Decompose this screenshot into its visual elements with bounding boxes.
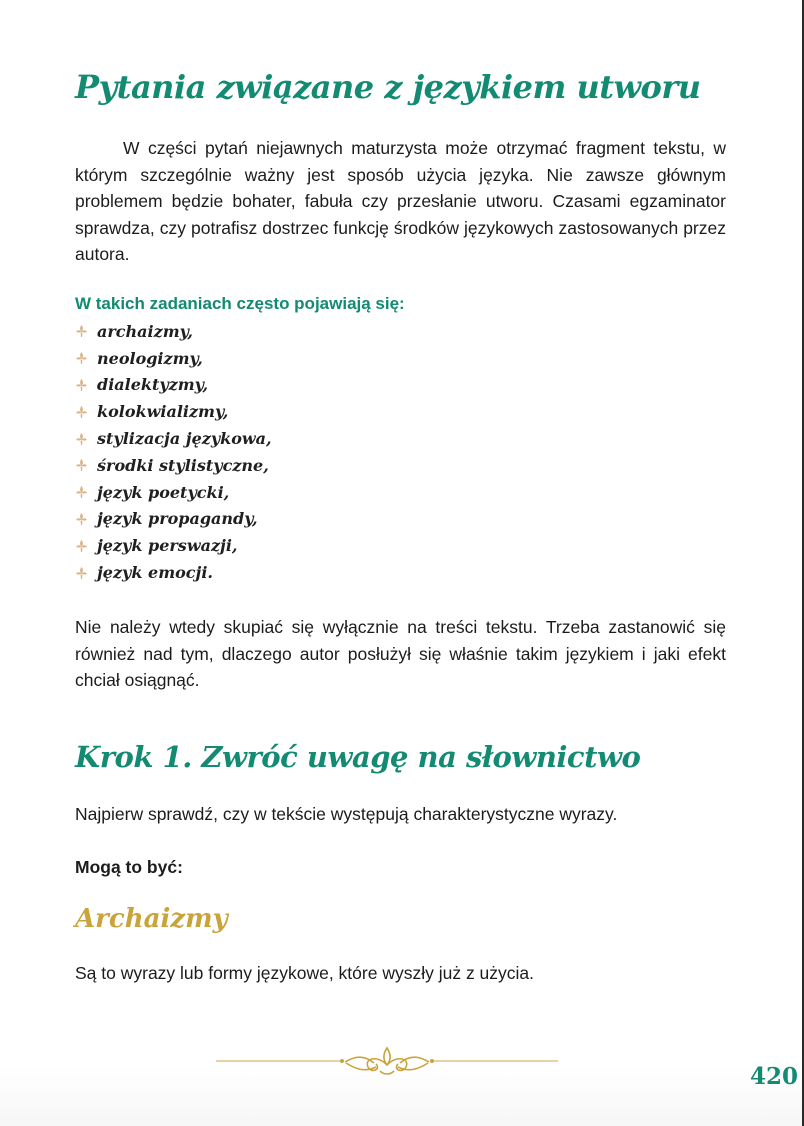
fleur-bullet-icon (75, 485, 97, 499)
list-item-text: neologizmy, (97, 348, 203, 368)
list-item (75, 345, 272, 372)
fleur-bullet-icon (75, 432, 97, 446)
may-be-label: Mogą to być: (75, 857, 183, 877)
list-item-text: archaizmy, (97, 321, 193, 341)
list-item-text: środki stylistyczne, (97, 455, 269, 475)
fleur-bullet-icon (75, 378, 97, 392)
archaisms-paragraph: Są to wyrazy lub formy językowe, które wyszły już z użycia. (75, 963, 535, 983)
after-list-paragraph: Nie należy wtedy skupiać się wyłącznie na treści tekstu. Trzeba zastanowić się również nad tym, dlaczego autor posłużył się właśnie takim językiem i jaki efekt chciał osiągnąć. (75, 617, 726, 691)
fleur-bullet-icon (75, 324, 97, 338)
step-paragraph: Najpierw sprawdź, czy w tekście występują charakterystyczne wyrazy. (75, 804, 618, 824)
list-item (75, 372, 272, 399)
list-item (75, 425, 272, 452)
fleur-bullet-icon (75, 351, 97, 365)
list-item (75, 398, 272, 425)
list-item (75, 452, 272, 479)
list-item-text: dialektyzmy, (97, 375, 209, 395)
list-item-text: stylizacja językowa, (97, 429, 272, 449)
floral-divider-ornament (212, 1040, 562, 1080)
intro-paragraph: W części pytań niejawnych maturzysta może otrzymać fragment tekstu, w którym szczególnie ważny jest sposób użycia języka. Nie zawsze głównym problemem będzie bohater, fabuła czy przesłanie utworu. Czasami egzaminator sprawdza, czy potrafisz dostrzec funkcję środków językowych zastosowanych przez autora. (75, 138, 726, 265)
fleur-bullet-icon (75, 566, 97, 580)
fleur-bullet-icon (75, 512, 97, 526)
fleur-bullet-icon (75, 539, 97, 553)
list-item (75, 318, 272, 345)
archaisms-subheading: Archaizmy (75, 904, 228, 934)
list-item (75, 506, 272, 533)
fleur-bullet-icon (75, 405, 97, 419)
step-heading: Krok 1. Zwróć uwagę na słownictwo (75, 740, 641, 774)
list-item-text: kolokwializmy, (97, 402, 229, 422)
list-item-text: język poetycki, (97, 482, 230, 502)
list-item-text: język propagandy, (97, 509, 258, 529)
fleur-bullet-icon (75, 458, 97, 472)
bullet-list (75, 318, 272, 586)
list-item (75, 532, 272, 559)
page-number: 420 (749, 1063, 798, 1090)
list-lead: W takich zadaniach często pojawiają się: (75, 294, 405, 313)
list-item (75, 559, 272, 586)
list-item (75, 479, 272, 506)
page-title: Pytania związane z językiem utworu (75, 68, 701, 106)
list-item-text: język emocji. (97, 563, 213, 583)
list-item-text: język perswazji, (97, 536, 238, 556)
